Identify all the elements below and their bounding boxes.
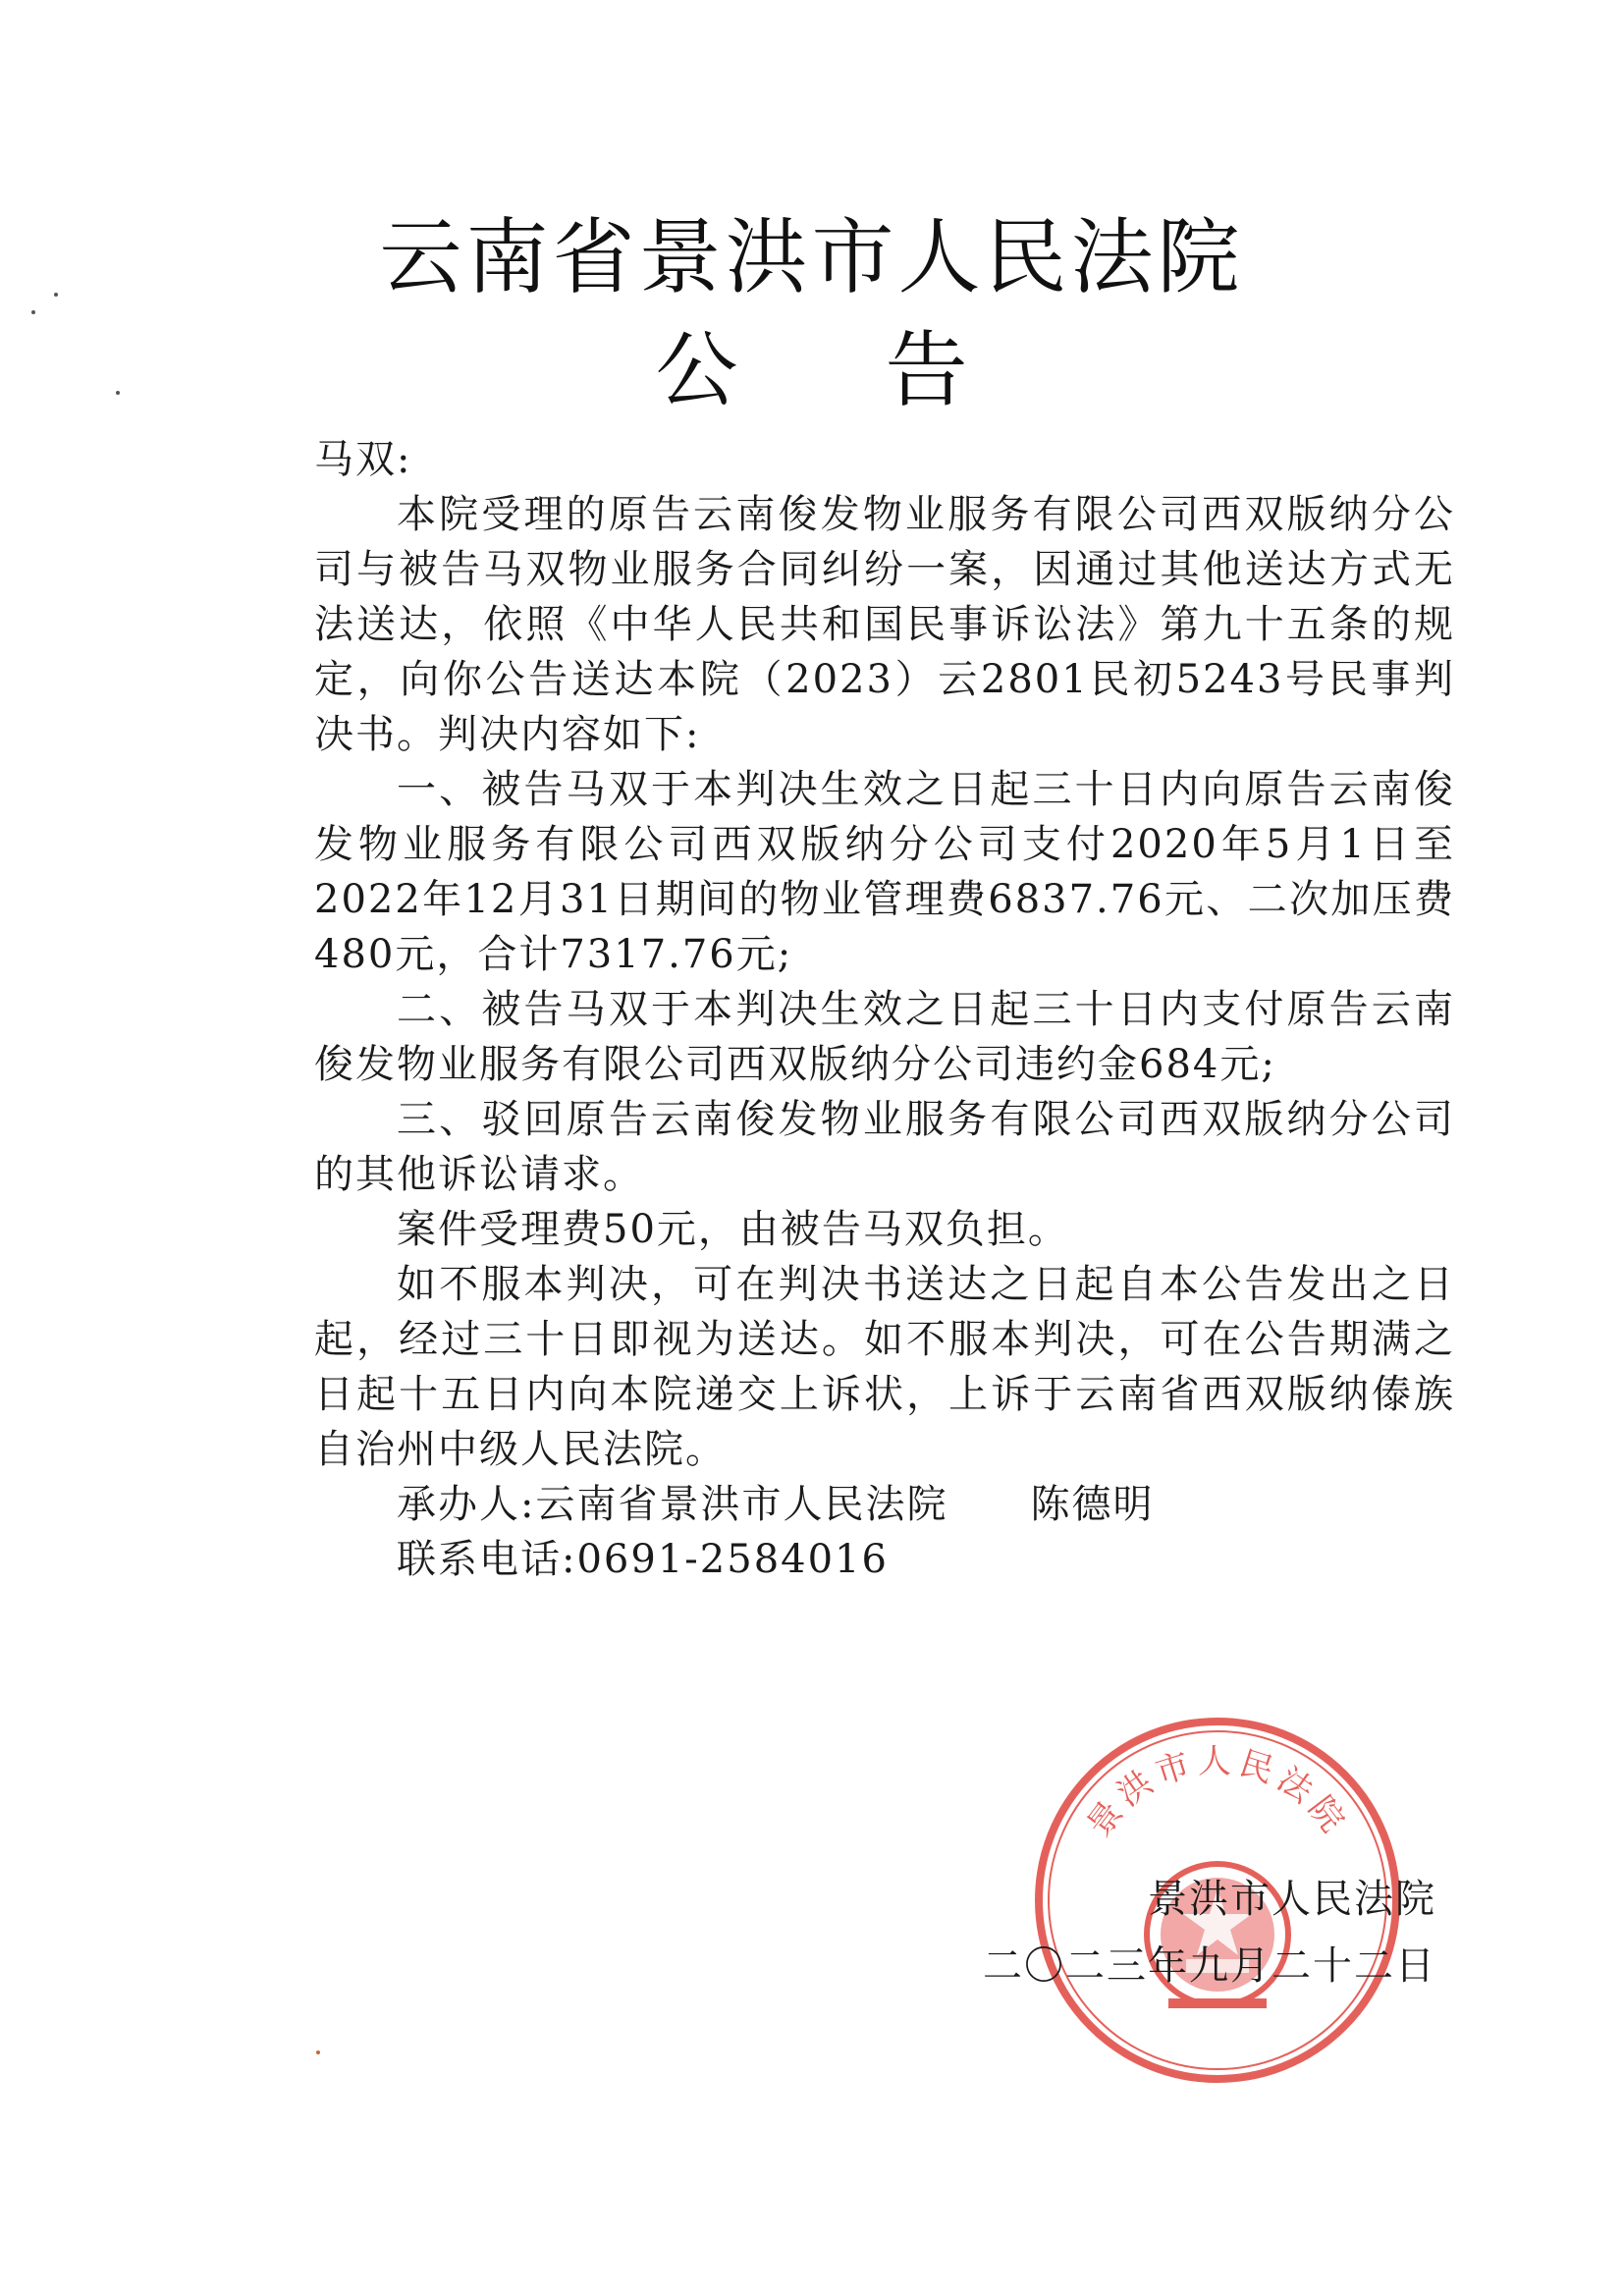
- phone-number: 0691-2584016: [576, 1537, 889, 1582]
- signature-date: 二〇二三年九月二十二日: [983, 1943, 1436, 1989]
- notice-body: [314, 432, 1455, 1587]
- handler-org: 云南省景洪市人民法院: [535, 1482, 948, 1527]
- notice-heading: 公告: [655, 322, 1115, 418]
- handler-label: 承办人:: [397, 1482, 536, 1527]
- judgment-item-2: 二、被告马双于本判决生效之日起三十日内支付原告云南俊发物业服务有限公司西双版纳分公司违约金684元;: [314, 987, 1455, 1087]
- scan-speck: [316, 2050, 320, 2054]
- judgment-item-1: 一、被告马双于本判决生效之日起三十日内向原告云南俊发物业服务有限公司西双版纳分公司支付2020年5月1日至2022年12月31日期间的物业管理费6837.76元、二次加压费480元，合计7317.76元;: [314, 767, 1455, 977]
- court-fee-paragraph: 案件受理费50元，由被告马双负担。: [397, 1207, 1069, 1252]
- svg-text:景洪市人民法院: [1080, 1742, 1356, 1844]
- handler-line: [314, 1477, 1455, 1532]
- signature-block: [983, 1866, 1436, 1999]
- intro-paragraph: 本院受理的原告云南俊发物业服务有限公司西双版纳分公司与被告马双物业服务合同纠纷一案，因通过其他送达方式无法送达，依照《中华人民共和国民事诉讼法》第九十五条的规定，向你公告送达本院（2023）云2801民初5243号民事判决书。判决内容如下:: [314, 492, 1455, 757]
- phone-label: 联系电话:: [397, 1537, 577, 1582]
- judgment-item-3: 三、驳回原告云南俊发物业服务有限公司西双版纳分公司的其他诉讼请求。: [314, 1097, 1455, 1197]
- appeal-paragraph: 如不服本判决，可在判决书送达之日起自本公告发出之日起，经过三十日即视为送达。如不服本判决，可在公告期满之日起十五日内向本院递交上诉状，上诉于云南省西双版纳傣族自治州中级人民法院。: [314, 1262, 1455, 1472]
- phone-line: [314, 1532, 1455, 1587]
- court-title: 云南省景洪市人民法院: [379, 209, 1244, 305]
- signature-org: 景洪市人民法院: [1148, 1877, 1436, 1922]
- handler-name: 陈德明: [1030, 1482, 1155, 1527]
- seal-text: 景洪市人民法院: [1079, 1742, 1356, 1844]
- addressee: 马双:: [314, 437, 412, 482]
